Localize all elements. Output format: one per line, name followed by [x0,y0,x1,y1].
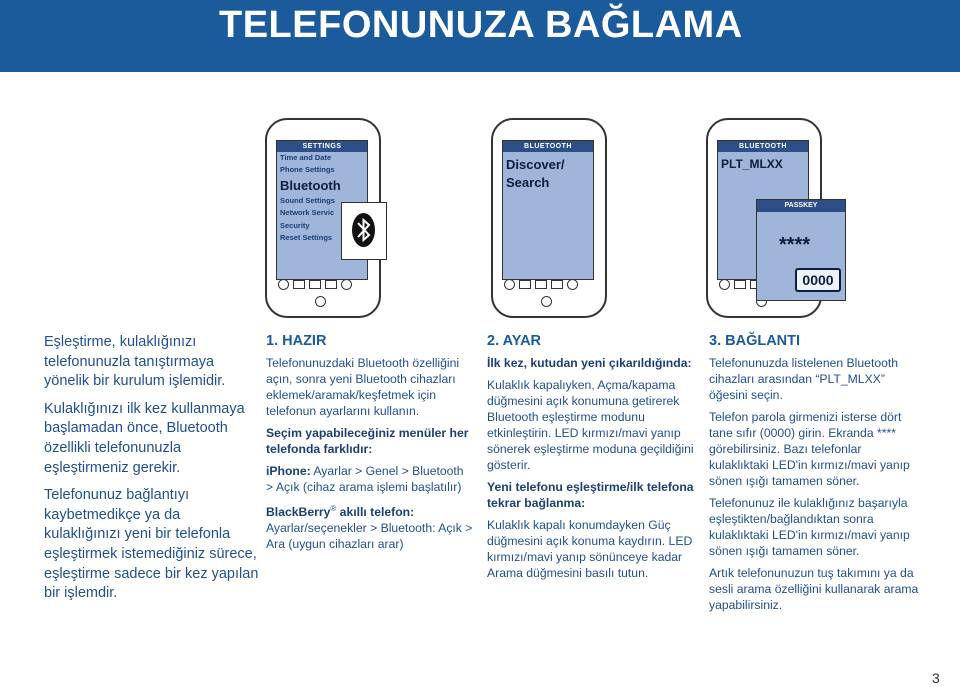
bluetooth-icon [352,213,375,247]
phone-illustration-discover [491,118,607,318]
menu-item: Time and Date [280,153,332,162]
passkey-panel [756,199,846,301]
step2-paragraph: Kulaklık kapalıyken, Açma/kapama düğmesini açık konumuna getirerek Bluetooth eşleştirme modunu etkinleştirin. LED kırmızı/mavi yanıp sönerek eşleştirme moduna geçildiğini gösterir. [487,378,694,472]
menu-item: Network Servic [280,208,335,218]
step2-paragraph: Kulaklık kapalı konumdayken Güç düğmesini açık konuma kaydırın. LED kırmızı/mavi yanıp sönünceye kadar Arama düğmesini basılı tutun. [487,518,693,580]
step1-heading: 1. HAZIR [266,333,327,349]
phone-nav-row [502,276,594,288]
passkey-stars: **** [779,234,811,256]
menu-item: Phone Settings [280,165,335,175]
discover-label: Discover/ [506,157,565,172]
menu-item: Security [280,220,310,230]
passkey-code: 0000 [795,268,841,292]
home-button-icon [315,296,326,307]
page-number: 3 [932,670,940,686]
step1-column [266,333,474,558]
step3-paragraph: Telefonunuz ile kulaklığınız başarıyla eşleştikten/bağlandıktan sonra kulaklıktaki LED'in kırmızı/mavi yanıp sönen ışığı tamamen söner. [709,496,910,558]
screen-title: SETTINGS [277,141,367,152]
menu-item-bluetooth: Bluetooth [280,177,341,193]
step1-menus-note: Seçim yapabileceğiniz menüler her telefonda farklıdır: [266,426,469,456]
iphone-label: iPhone: [266,464,311,478]
blackberry-label: BlackBerry [266,505,331,520]
step2-column [487,333,697,587]
home-button-icon [541,296,552,307]
screen-title: BLUETOOTH [718,141,808,152]
step1-paragraph: Telefonunuzdaki Bluetooth özelliğini açın, sonra yeni Bluetooth cihazları eklemek/aramak/keşfetmek için telefonun ayarlarını kullanın. [266,356,460,418]
phone-nav-row [276,276,368,288]
page-title: TELEFONUNUZA BAĞLAMA [219,4,743,46]
passkey-title: PASSKEY [757,200,845,212]
screen-title: BLUETOOTH [503,141,593,152]
step2-subheading: İlk kez, kutudan yeni çıkarıldığında: [487,356,692,370]
menu-item: Sound Settings [280,195,335,205]
blackberry-label-suffix: akıllı telefon: [336,505,415,520]
intro-paragraph: Telefonunuz bağlantıyı kaybetmedikçe ya da kulaklığınızı yeni bir telefonla eşleştirmek istemediğiniz sürece, eşleştirme sadece bir kez yapılan bir işlemdir. [44,487,259,602]
step2-subheading: Yeni telefonu eşleştirme/ilk telefona tekrar bağlanma: [487,480,694,510]
phone-screen [502,140,594,280]
step3-paragraph: Telefon parola girmenizi isterse dört tane sıfır (0000) girin. Ekranda **** görebilirsiniz. Bazı telefonlar kulaklıktaki LED'in kırmızı/mavi yanıp sönen ışığı tamamen söner. [709,410,910,488]
intro-text [44,333,259,612]
menu-item: Reset Settings [280,233,333,243]
title-banner [0,0,960,72]
blackberry-path: Ayarlar/seçenekler > Bluetooth: Açık > Ara (uygun cihazları arar) [266,521,473,552]
step3-heading: 3. BAĞLANTI [709,333,801,349]
iphone-path: Ayarlar > Genel > Bluetooth > Açık (cihaz arama işlemi başlatılır) [266,464,464,494]
step3-column [709,333,921,619]
search-label: Search [506,175,550,190]
registered-mark: ® [330,504,337,513]
intro-paragraph: Kulaklığınızı ilk kez kullanmaya başlamadan önce, Bluetooth özellikli telefonunuzla eşleştirmeniz gerekir. [44,400,245,476]
intro-paragraph: Eşleştirme, kulaklığınızı telefonunuzla tanıştırmaya yönelik bir kurulum işlemidir. [44,334,226,390]
device-name: PLT_MLXX [721,157,783,171]
step2-heading: 2. AYAR [487,333,542,349]
bluetooth-badge [341,202,387,260]
step3-paragraph: Telefonunuzda listelenen Bluetooth cihazları arasından “PLT_MLXX” öğesini seçin. [709,356,899,402]
step3-paragraph: Artık telefonunuzun tuş takımını ya da sesli arama özelliğini kullanarak arama yapabilirsiniz. [709,566,919,612]
